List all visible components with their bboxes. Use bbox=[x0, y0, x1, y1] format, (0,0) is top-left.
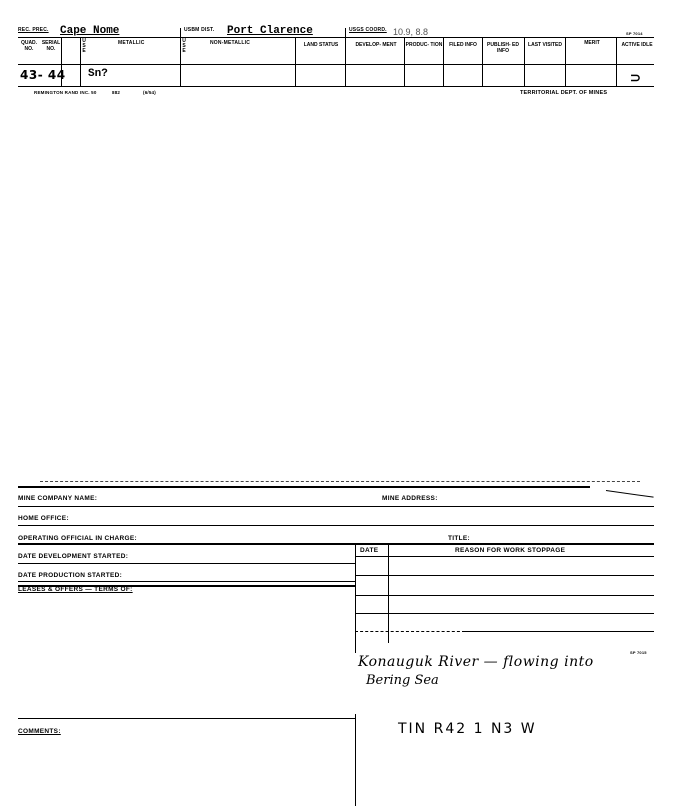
usbm-dist-value: Port Clarence bbox=[227, 25, 313, 37]
col-active-idle: ACTIVE IDLE bbox=[621, 42, 653, 48]
leases-offers-label: LEASES & OFFERS — TERMS OF: bbox=[18, 586, 133, 593]
table-row-line bbox=[355, 575, 654, 576]
footer-printer: REMINGTON RAND INC. 50 bbox=[34, 90, 97, 95]
card-corner-mark bbox=[606, 490, 654, 498]
col-non-metallic: NON-METALLIC bbox=[210, 40, 251, 46]
operating-official-label: OPERATING OFFICIAL IN CHARGE: bbox=[18, 535, 137, 542]
divider bbox=[616, 38, 617, 86]
col-quad-no: QUAD. NO. bbox=[20, 40, 38, 52]
top-card-bottom-line bbox=[18, 86, 654, 87]
comments-label: COMMENTS: bbox=[18, 728, 61, 735]
divider bbox=[443, 38, 444, 86]
table-row-line-dashed bbox=[355, 631, 465, 632]
table-row-line bbox=[355, 595, 654, 596]
divider bbox=[345, 28, 346, 86]
home-office-label: HOME OFFICE: bbox=[18, 515, 69, 522]
top-card-labels-underline bbox=[18, 64, 654, 65]
entry-quad-serial: 43- 44 bbox=[20, 68, 66, 82]
col-last-visited: LAST VISITED bbox=[528, 42, 562, 48]
usgs-coord-label: USGS COORD. bbox=[349, 27, 387, 33]
reason-column-header: REASON FOR WORK STOPPAGE bbox=[455, 547, 566, 554]
divider bbox=[524, 38, 525, 86]
divider bbox=[80, 38, 81, 86]
col-serial-no: SERIAL NO. bbox=[41, 40, 61, 52]
bottom-card-top-rule bbox=[18, 486, 590, 488]
col-filed-info: FILED INFO bbox=[449, 42, 477, 48]
usbm-dist-label: USBM DIST. bbox=[184, 27, 215, 33]
col-metallic: METALLIC bbox=[118, 40, 145, 46]
entry-active-idle-mark: ⊃ bbox=[630, 70, 641, 85]
line-after-prod-started bbox=[18, 581, 355, 582]
table-header-underline bbox=[355, 556, 654, 557]
handwritten-river-note: Konauguk River — flowing into bbox=[358, 654, 594, 670]
card-top-edge bbox=[40, 481, 640, 482]
title-label: TITLE: bbox=[448, 535, 471, 542]
footer-date-code: (6/54) bbox=[143, 90, 156, 95]
form-number: SP 7014 bbox=[626, 31, 643, 36]
rec-prec-label: REC. PREC. bbox=[18, 27, 49, 33]
handwritten-location-note: TIN R42 1 N3 W bbox=[398, 721, 537, 737]
divider bbox=[388, 543, 389, 643]
divider bbox=[355, 543, 356, 653]
divider bbox=[180, 28, 181, 86]
line-after-official bbox=[18, 543, 654, 545]
col-published-info: PUBLISH- ED INFO bbox=[487, 42, 519, 54]
divider bbox=[482, 38, 483, 86]
mine-company-name-label: MINE COMPANY NAME: bbox=[18, 495, 98, 502]
divider bbox=[565, 38, 566, 86]
date-column-header: DATE bbox=[360, 547, 379, 554]
col-merit: MERIT bbox=[584, 40, 600, 46]
line-after-company bbox=[18, 506, 654, 507]
line-after-home-office bbox=[18, 525, 654, 526]
date-development-started-label: DATE DEVELOPMENT STARTED: bbox=[18, 553, 129, 560]
table-row-line bbox=[465, 631, 654, 632]
divider bbox=[355, 714, 356, 806]
bottom-form-number: SP 7015 bbox=[630, 650, 647, 655]
mine-address-label: MINE ADDRESS: bbox=[382, 495, 438, 502]
handwritten-sea-note: Bering Sea bbox=[366, 673, 439, 688]
usgs-coord-value: 10.9, 8.8 bbox=[393, 27, 429, 37]
date-production-started-label: DATE PRODUCTION STARTED: bbox=[18, 572, 123, 579]
divider bbox=[295, 38, 296, 86]
col-use-letters-2: U S E bbox=[182, 38, 186, 54]
col-production: PRODUC- TION bbox=[405, 42, 443, 48]
top-card-header-underline bbox=[18, 37, 654, 38]
entry-metallic: Sn? bbox=[88, 68, 108, 80]
footer-form-code: 882 bbox=[112, 90, 121, 95]
col-development: DEVELOP- MENT bbox=[355, 42, 397, 48]
col-use-letters: U S E bbox=[82, 38, 86, 54]
footer-territorial-dept: TERRITORIAL DEPT. OF MINES bbox=[520, 90, 608, 96]
col-land-status: LAND STATUS bbox=[303, 42, 339, 48]
rec-prec-value: Cape Nome bbox=[60, 25, 120, 37]
line-after-dev-started bbox=[18, 563, 355, 564]
table-row-line bbox=[355, 613, 654, 614]
line-before-comments bbox=[18, 718, 355, 719]
